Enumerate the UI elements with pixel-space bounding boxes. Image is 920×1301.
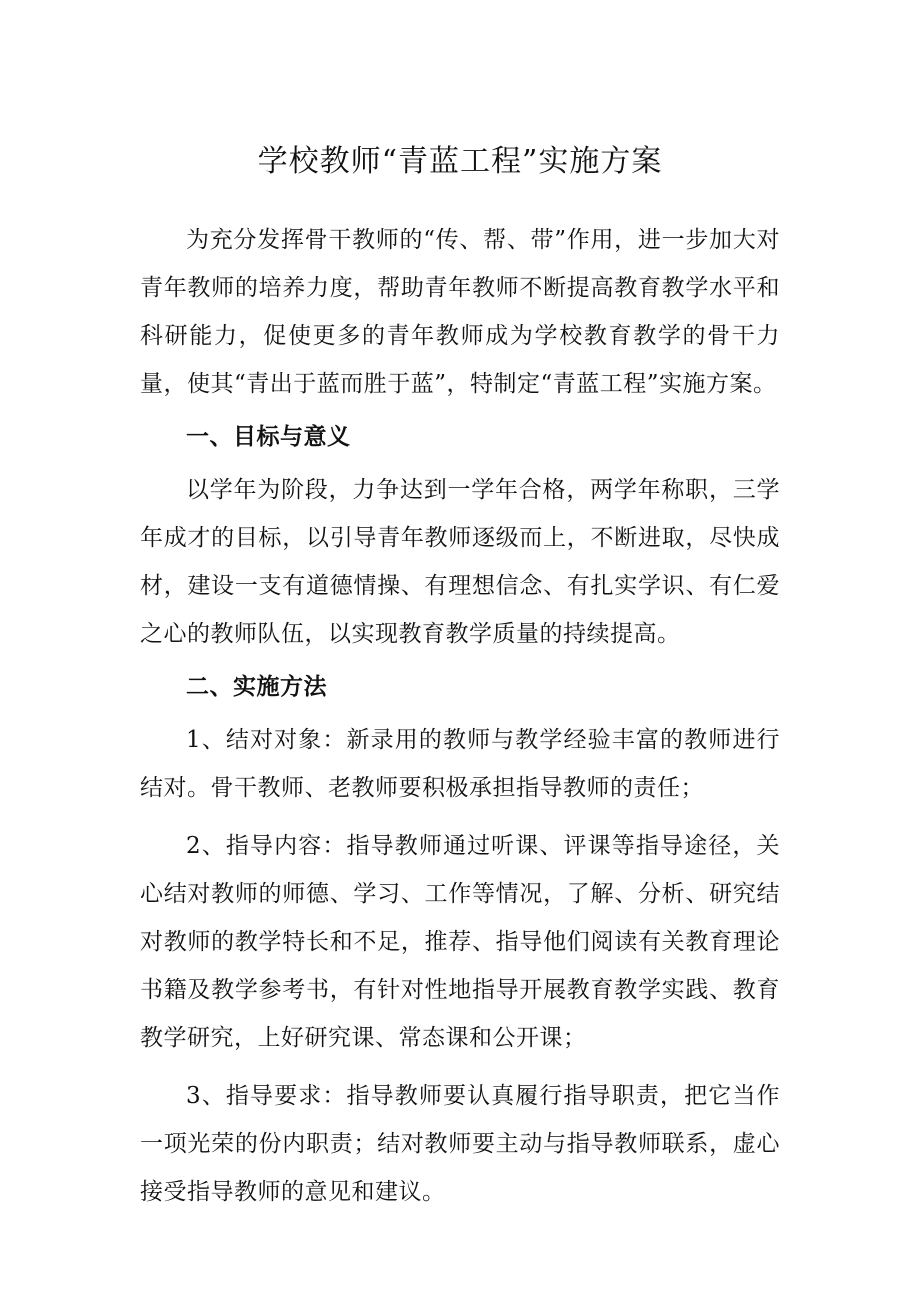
- section-heading-goals: 一、目标与意义: [186, 424, 351, 450]
- intro-paragraph: 为充分发挥骨干教师的“传、帮、带”作用，进一步加大对青年教师的培养力度，帮助青年教师不断提高教育教学水平和科研能力，促使更多的青年教师成为学校教育教学的骨干力量，使其“青出于蓝而胜于蓝”，特制定“青蓝工程”实施方案。: [140, 227, 780, 397]
- section-heading-methods: 二、实施方法: [186, 674, 327, 700]
- method-item-pairing: 1、结对对象：新录用的教师与教学经验丰富的教师进行结对。骨干教师、老教师要积极承担指导教师的责任；: [140, 727, 780, 801]
- method-item-content: 2、指导内容：指导教师通过听课、评课等指导途径，关心结对教师的师德、学习、工作等情况，了解、分析、研究结对教师的教学特长和不足，推荐、指导他们阅读有关教育理论书籍及教学参考书，有针对性地指导开展教育教学实践、教育教学研究，上好研究课、常态课和公开课；: [140, 833, 780, 1051]
- spacer: [140, 1062, 780, 1072]
- method-item-requirements: 3、指导要求：指导教师要认真履行指导职责，把它当作一项光荣的份内职责；结对教师要主动与指导教师联系，虚心接受指导教师的意见和建议。: [140, 1083, 780, 1205]
- document-body: [140, 216, 780, 1216]
- goals-paragraph: 以学年为阶段，力争达到一学年合格，两学年称职，三学年成才的目标，以引导青年教师逐级而上，不断进取，尽快成材，建设一支有道德情操、有理想信念、有扎实学识、有仁爱之心的教师队伍，以实现教育教学质量的持续提高。: [140, 477, 780, 647]
- document-title: 学校教师“青蓝工程”实施方案: [257, 144, 663, 179]
- spacer: [140, 812, 780, 822]
